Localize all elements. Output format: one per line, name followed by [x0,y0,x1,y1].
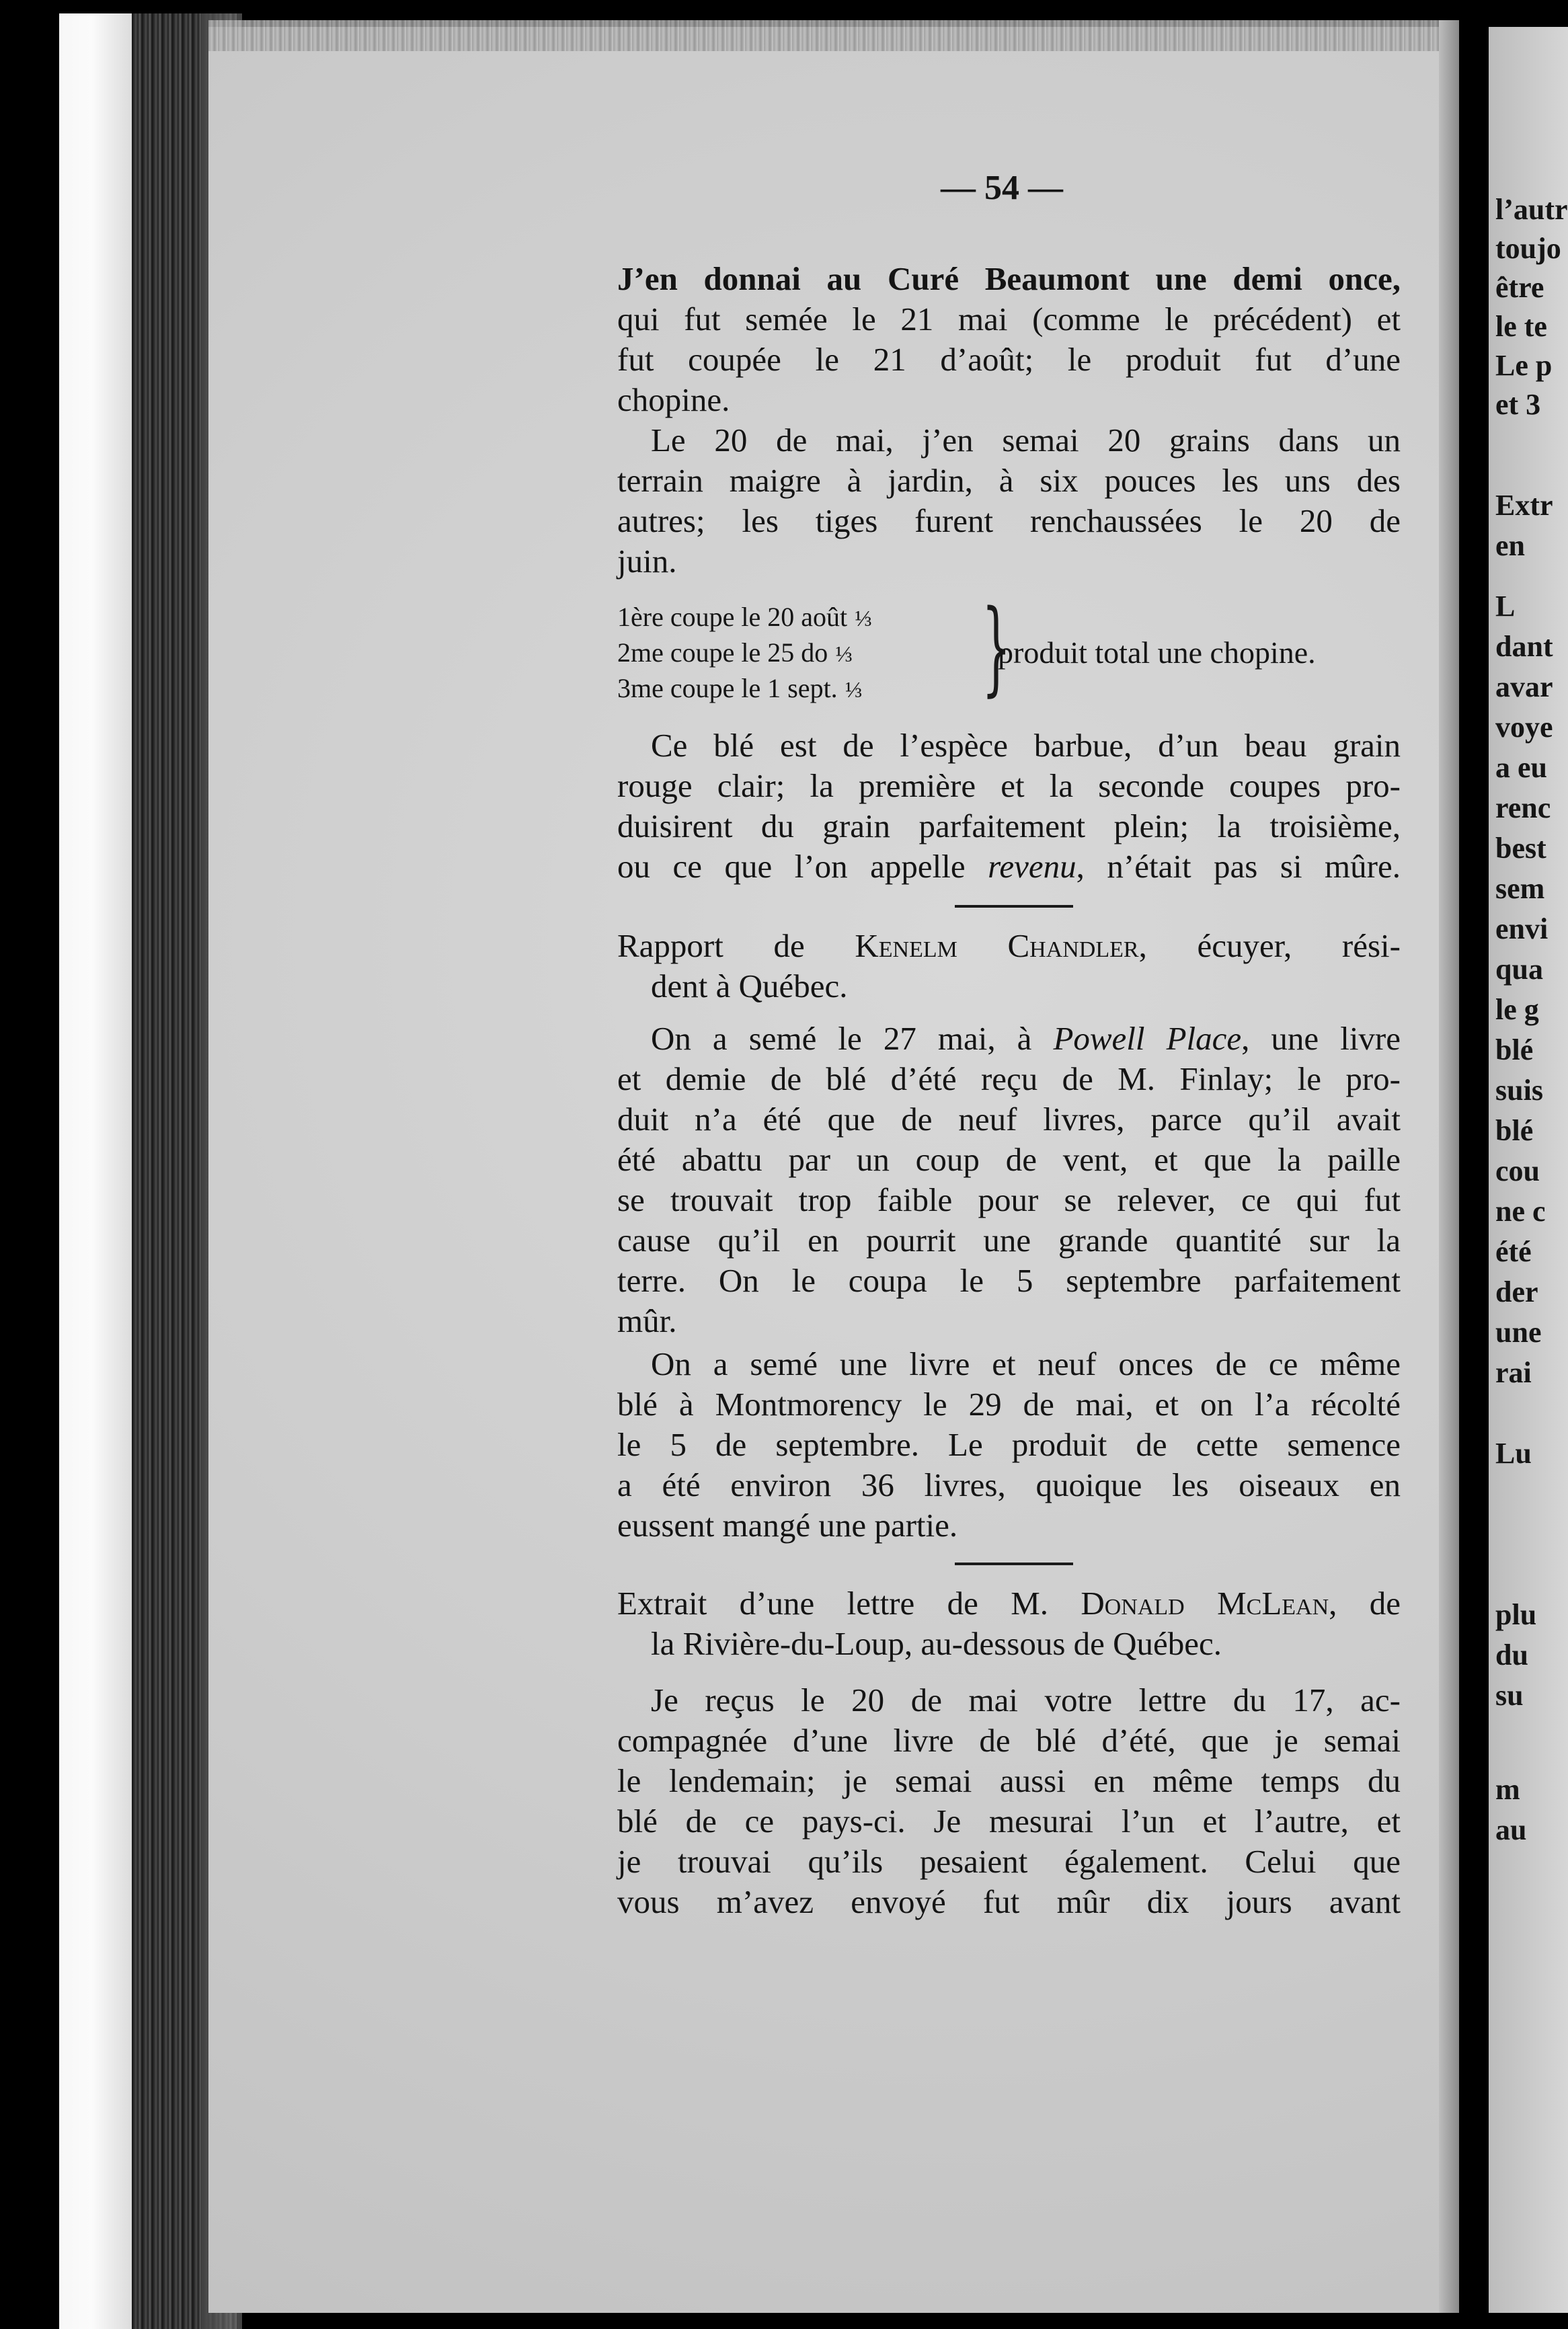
text-span: , une livre [1241,1020,1401,1057]
text-line: chopine. [617,381,730,418]
right-page-text-fragment: L [1495,590,1516,623]
cut-row [617,672,873,707]
text-span: Extrait d’une lettre de M. [617,1585,1081,1622]
cut-label: 2me coupe le 25 do [617,637,828,668]
right-page-text-fragment: su [1495,1679,1524,1712]
cut-label: 3me coupe le 1 sept. [617,673,838,703]
cut-fraction: ⅓ [835,642,853,667]
right-page-text-fragment: qua [1495,953,1543,986]
right-page-text-fragment: voye [1495,711,1553,744]
text-line: terrain maigre à jardin, à six pouces les uns des [617,462,1401,499]
cut-label: 1ère coupe le 20 août [617,602,848,632]
right-page-text-fragment: dant [1495,630,1553,663]
text-line: qui fut semée le 21 mai (comme le précédent) et [617,301,1401,338]
text-line: vous m’avez envoyé fut mûr dix jours avant [617,1883,1401,1920]
right-page-text-fragment: a eu [1495,751,1547,784]
text-line: rouge clair; la première et la seconde coupes pro- [617,767,1401,804]
text-line: blé de ce pays-ci. Je mesurai l’un et l’autre, et [617,1803,1401,1840]
section-heading [617,926,1401,965]
right-page-text-fragment: le te [1495,310,1547,343]
cutting-table [617,600,873,707]
right-page-text-fragment: toujo [1495,232,1561,265]
text-line: On a semé une livre et neuf onces de ce même [651,1345,1401,1382]
right-page-text-fragment: l’autr [1495,193,1568,226]
text-line: mûr. [617,1302,677,1339]
text-span: ou ce que l’on appelle [617,848,988,885]
right-page-text-fragment: au [1495,1813,1527,1846]
right-page-text-fragment: Extr [1495,489,1553,522]
text-line: Le 20 de mai, j’en semai 20 grains dans un [651,422,1401,459]
right-page-text-fragment: rai [1495,1356,1532,1389]
text-line [651,1019,1401,1058]
right-page-fragment [1489,27,1568,2313]
right-page-text-fragment: plu [1495,1598,1537,1631]
italic-term: revenu [988,848,1076,885]
page-block-edge [59,13,132,2329]
right-page-text-fragment: du [1495,1639,1528,1671]
text-line: le 5 de septembre. Le produit de cette semence [617,1426,1401,1463]
text-line: autres; les tiges furent renchaussées le 20 de [617,502,1401,539]
right-page-text-fragment: cou [1495,1154,1540,1187]
page-number: — 54 — [941,169,1063,207]
right-page-text-fragment: une [1495,1316,1542,1349]
right-page-text-fragment: sem [1495,872,1545,905]
right-page-text-fragment: avar [1495,670,1553,703]
right-page-text-fragment: m [1495,1773,1520,1806]
text-line: le lendemain; je semai aussi en même temps du [617,1762,1401,1799]
text-line: et demie de blé d’été reçu de M. Finlay; le pro- [617,1060,1401,1097]
text-span: , de [1329,1585,1401,1622]
right-page-text-fragment: être [1495,271,1544,304]
cut-fraction: ⅓ [845,678,863,703]
section-heading-line2: dent à Québec. [651,968,848,1004]
text-line [617,847,1401,886]
right-page-text-fragment: ne c [1495,1195,1546,1228]
text-line: se trouvait trop faible pour se relever, ce qui fut [617,1181,1401,1218]
text-line: terre. On le coupa le 5 septembre parfaitement [617,1262,1401,1299]
text-line: a été environ 36 livres, quoique les oiseaux en [617,1466,1401,1503]
cut-total: produit total une chopine. [998,635,1316,670]
text-line: Ce blé est de l’espèce barbue, d’un beau grain [651,727,1401,764]
place-name: Powell Place [1053,1020,1242,1057]
right-page-text-fragment: été [1495,1235,1532,1268]
text-line: je trouvai qu’ils pesaient également. Celui que [617,1843,1401,1880]
right-page-text-fragment: le g [1495,993,1539,1026]
text-span: On a semé le 27 mai, à [651,1020,1054,1057]
right-page-text-fragment: suis [1495,1074,1543,1107]
right-page-text-fragment: Lu [1495,1437,1532,1470]
text-line: eussent mangé une partie. [617,1507,958,1544]
page-right-edge [1439,20,1459,2313]
text-span: , n’était pas si mûre. [1076,848,1401,885]
cut-row [617,636,873,672]
section-heading-line2: la Rivière-du-Loup, au-dessous de Québec. [651,1625,1222,1662]
cut-fraction: ⅓ [855,606,872,631]
text-span: , écuyer, rési- [1138,927,1401,964]
page-gap [1459,0,1489,2329]
text-line: Je reçus le 20 de mai votre lettre du 17, ac- [651,1682,1401,1719]
text-line: J’en donnai au Curé Beaumont une demi once, [617,260,1401,297]
section-heading [617,1584,1401,1623]
text-line: duisirent du grain parfaitement plein; la troisième, [617,807,1401,844]
text-line: compagnée d’une livre de blé d’été, que je semai [617,1722,1401,1759]
person-name: Kenelm Chandler [855,927,1139,964]
right-page-text-fragment: der [1495,1275,1538,1308]
curly-brace: } [982,588,1011,707]
person-name: Donald McLean [1081,1585,1329,1622]
right-page-text-fragment: envi [1495,912,1549,945]
right-page-text-fragment: blé [1495,1114,1534,1147]
page-top-edge [208,20,1459,51]
text-span: Rapport de [617,927,855,964]
text-line: cause qu’il en pourrit une grande quantité sur la [617,1222,1401,1259]
text-line: été abattu par un coup de vent, et que la paille [617,1141,1401,1178]
cut-row [617,600,873,636]
text-line: blé à Montmorency le 29 de mai, et on l’a récolté [617,1386,1401,1423]
text-line: fut coupée le 21 d’août; le produit fut d’une [617,341,1401,378]
right-page-text-fragment: renc [1495,791,1551,824]
right-page-text-fragment: Le p [1495,349,1553,382]
right-page-text-fragment: blé [1495,1033,1534,1066]
text-line: juin. [617,543,677,580]
right-page-text-fragment: et 3 [1495,388,1541,421]
text-line: duit n’a été que de neuf livres, parce qu’il avait [617,1101,1401,1138]
section-divider [955,1563,1073,1565]
right-page-text-fragment: best [1495,832,1546,865]
right-page-text-fragment: en [1495,529,1525,562]
section-divider [955,905,1073,908]
